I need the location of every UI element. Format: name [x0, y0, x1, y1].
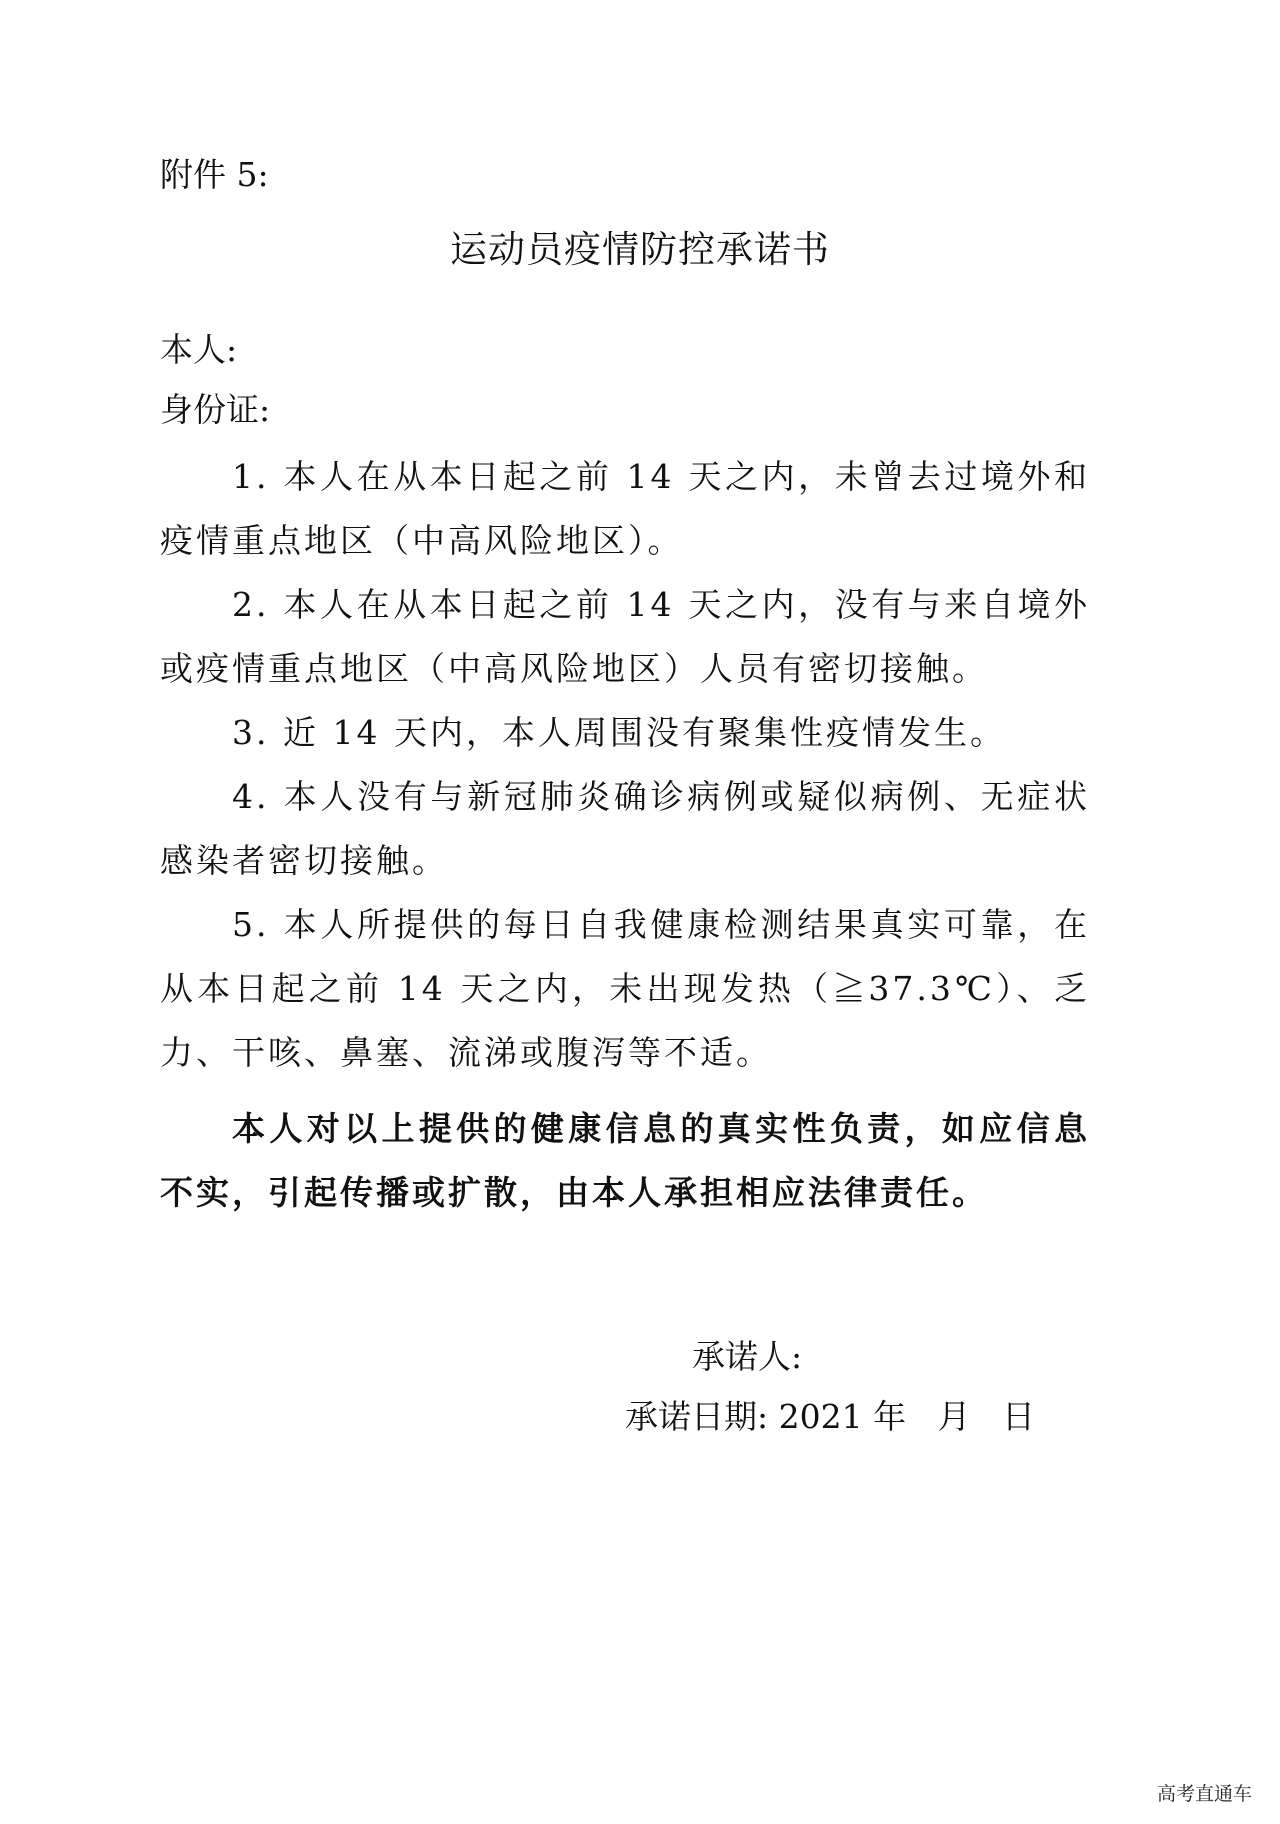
watermark-text: 高考直通车 [1156, 1783, 1252, 1805]
commitment-date-line: 承诺日期: 2021 年 月 日 [625, 1397, 1036, 1436]
commitment-item-2: 2. 本人在从本日起之前 14 天之内，没有与来自境外或疫情重点地区（中高风险地区）人员有密切接触。 [160, 585, 1090, 688]
name-field-label: 本人: [160, 330, 238, 369]
commitment-body [160, 445, 1090, 1225]
commitment-item-5: 5. 本人所提供的每日自我健康检测结果真实可靠，在从本日起之前 14 天之内，未出现发热（≧37.3℃）、乏力、干咳、鼻塞、流涕或腹泻等不适。 [160, 905, 1090, 1072]
promisor-label: 承诺人: [692, 1337, 803, 1376]
id-card-field-label: 身份证: [160, 390, 271, 429]
document-title: 运动员疫情防控承诺书 [450, 228, 830, 271]
responsibility-statement: 本人对以上提供的健康信息的真实性负责，如应信息不实，引起传播或扩散，由本人承担相应法律责任。 [160, 1109, 1090, 1212]
commitment-item-4: 4. 本人没有与新冠肺炎确诊病例或疑似病例、无症状感染者密切接触。 [160, 777, 1090, 880]
commitment-item-3: 3. 近 14 天内，本人周围没有聚集性疫情发生。 [232, 713, 1006, 752]
commitment-item-1: 1. 本人在从本日起之前 14 天之内，未曾去过境外和疫情重点地区（中高风险地区）。 [160, 457, 1090, 560]
attachment-label: 附件 5: [160, 155, 269, 194]
